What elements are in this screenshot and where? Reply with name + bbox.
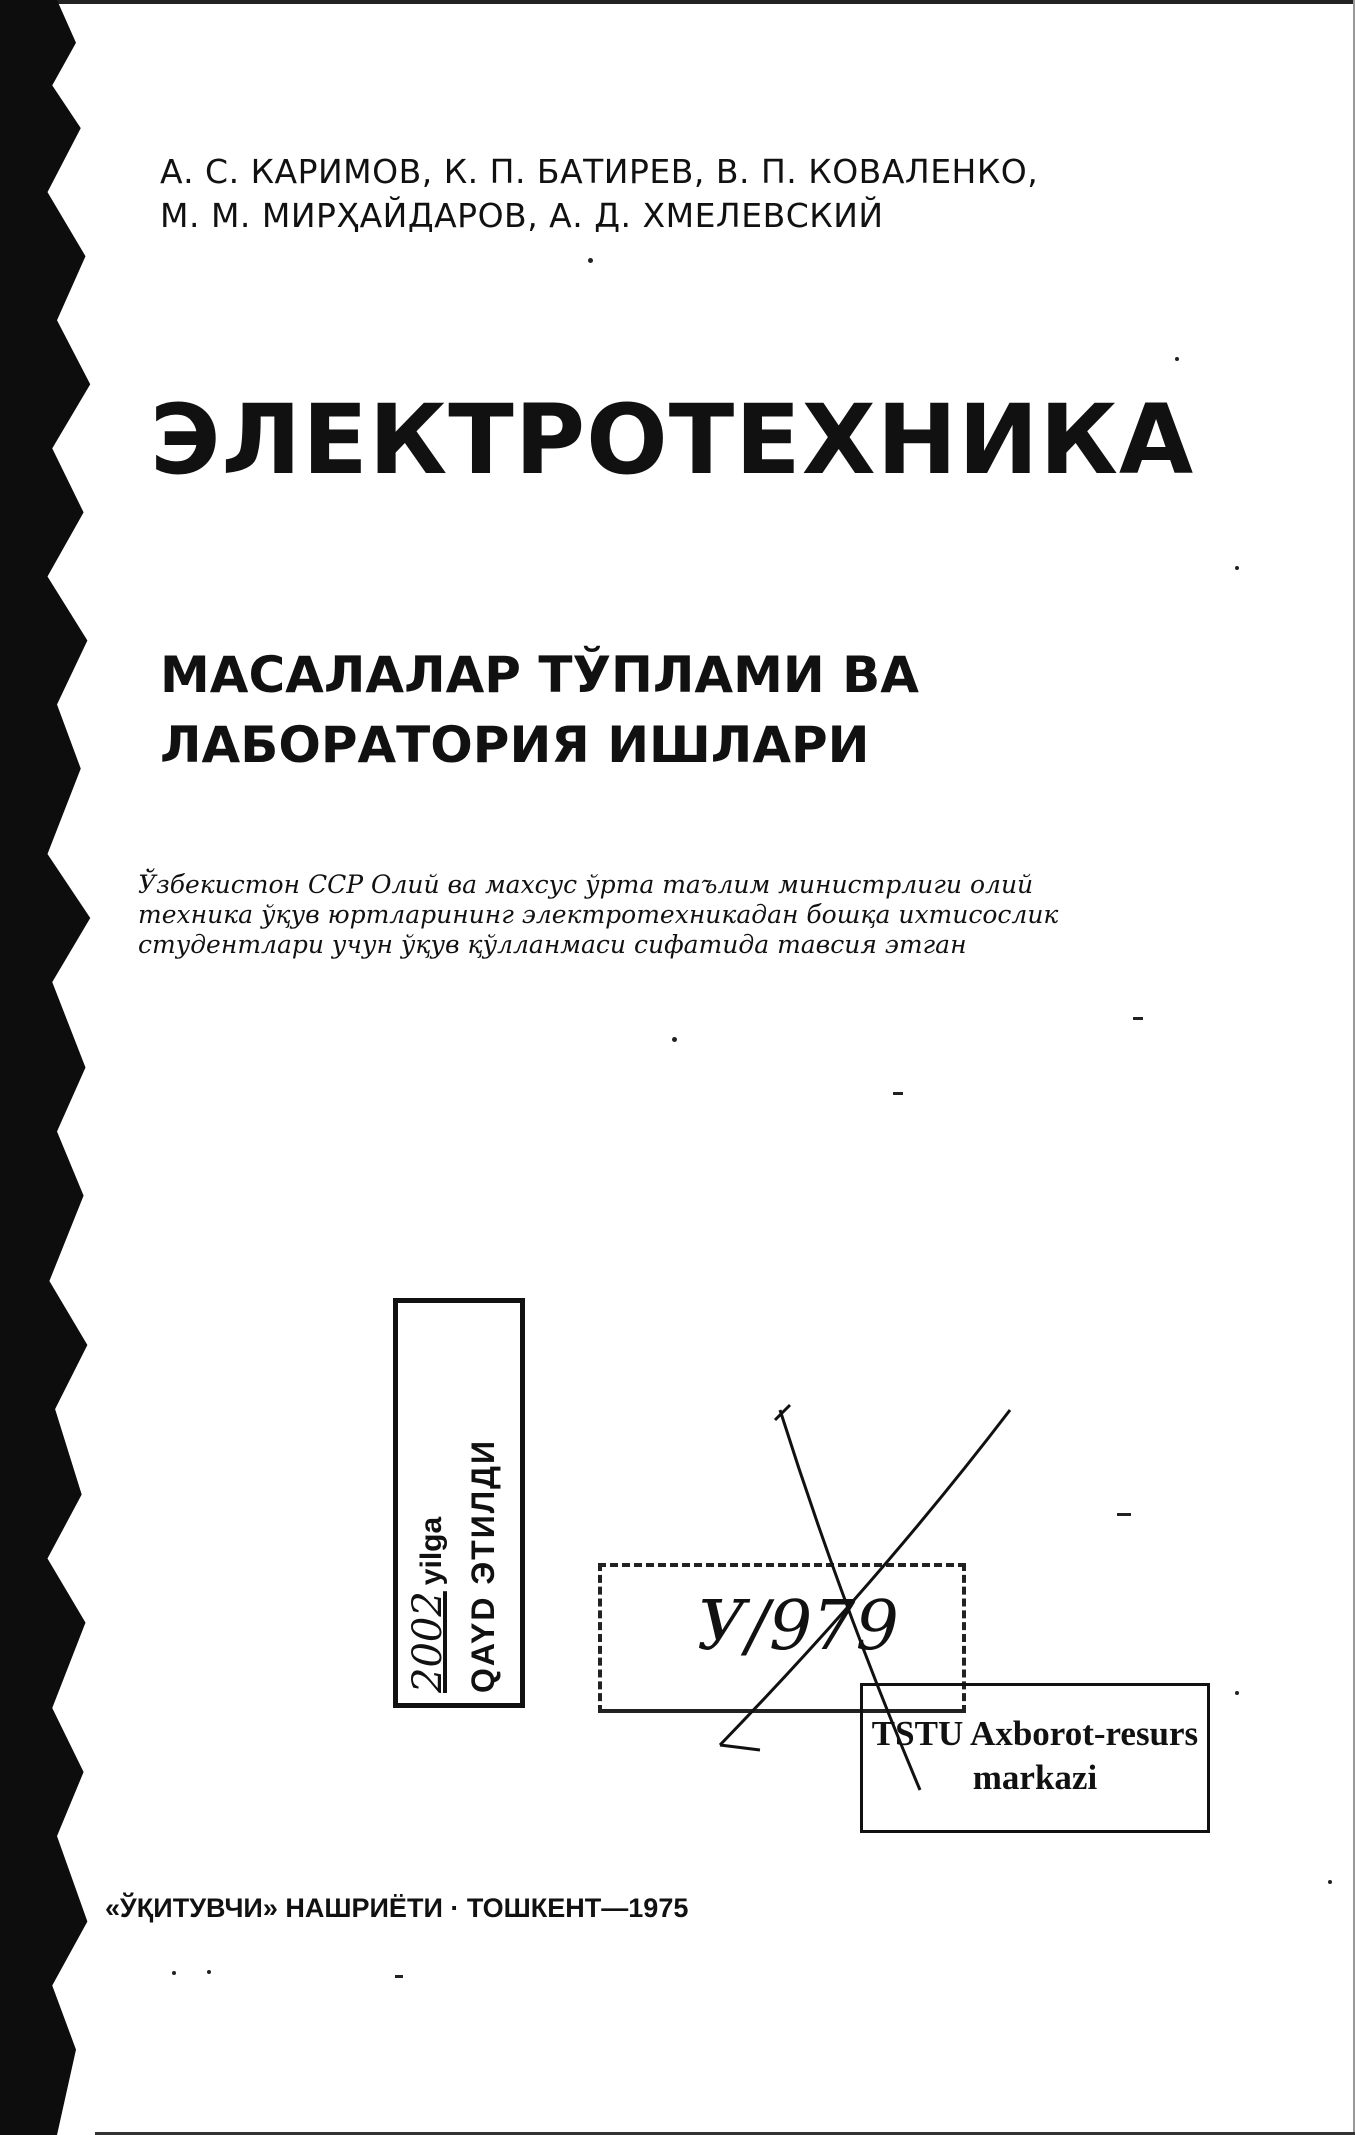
scan-speck — [1235, 566, 1239, 570]
registration-stamp — [393, 1298, 525, 1708]
scan-speck — [672, 1037, 677, 1042]
scan-speck — [588, 258, 593, 263]
authors-line-2: М. М. МИРҲАЙДАРОВ, А. Д. ХМЕЛЕВСКИЙ — [160, 196, 884, 235]
approval-line-1: Ўзбекистон ССР Олий ва махсус ўрта таълим министрлиги олий — [138, 870, 1034, 899]
stamp-registered-label: QAYD ЭТИЛДИ — [465, 1439, 501, 1693]
scan-speck — [1133, 1017, 1143, 1020]
approval-line-3: студентлари учун ўқув қўлланмаси сифатида тавсия этган — [138, 930, 967, 959]
book-subtitle — [160, 640, 1060, 780]
scan-speck — [172, 1971, 176, 1975]
publisher-line: «ЎҚИТУВЧИ» НАШРИЁТИ · ТОШКЕНТ—1975 — [105, 1893, 689, 1923]
library-stamp-line-1: TSTU Axborot-resurs — [871, 1714, 1199, 1753]
scan-speck — [1117, 1513, 1131, 1516]
scan-speck — [1235, 1691, 1239, 1695]
subtitle-line-2: ЛАБОРАТОРИЯ ИШЛАРИ — [160, 716, 870, 774]
scan-speck — [207, 1970, 211, 1974]
stamp-handwritten-year: 2002 — [405, 1591, 451, 1693]
scan-top-edge — [0, 0, 1355, 4]
authors-line-1: А. С. КАРИМОВ, К. П. БАТИРЕВ, В. П. КОВАЛЕНКО, — [160, 152, 1039, 191]
scan-left-edge-shadow — [0, 0, 95, 2135]
approval-line-2: техника ўқув юртларининг электротехникадан бошқа ихтисослик — [138, 900, 1059, 929]
inventory-number: У/979 — [697, 1587, 899, 1666]
library-stamp-line-2: markazi — [972, 1758, 1098, 1797]
library-stamp — [860, 1683, 1210, 1833]
approval-note — [138, 870, 1078, 960]
book-title: ЭЛЕКТРОТЕХНИКА — [150, 384, 1195, 496]
authors-block — [160, 150, 1160, 238]
scan-speck — [395, 1975, 403, 1978]
scan-speck — [893, 1092, 903, 1095]
scan-speck — [1175, 357, 1179, 361]
stamp-year-suffix: yilga — [415, 1516, 448, 1586]
scan-speck — [1328, 1880, 1332, 1884]
subtitle-line-1: МАСАЛАЛАР ТЎПЛАМИ ВА — [160, 646, 919, 704]
